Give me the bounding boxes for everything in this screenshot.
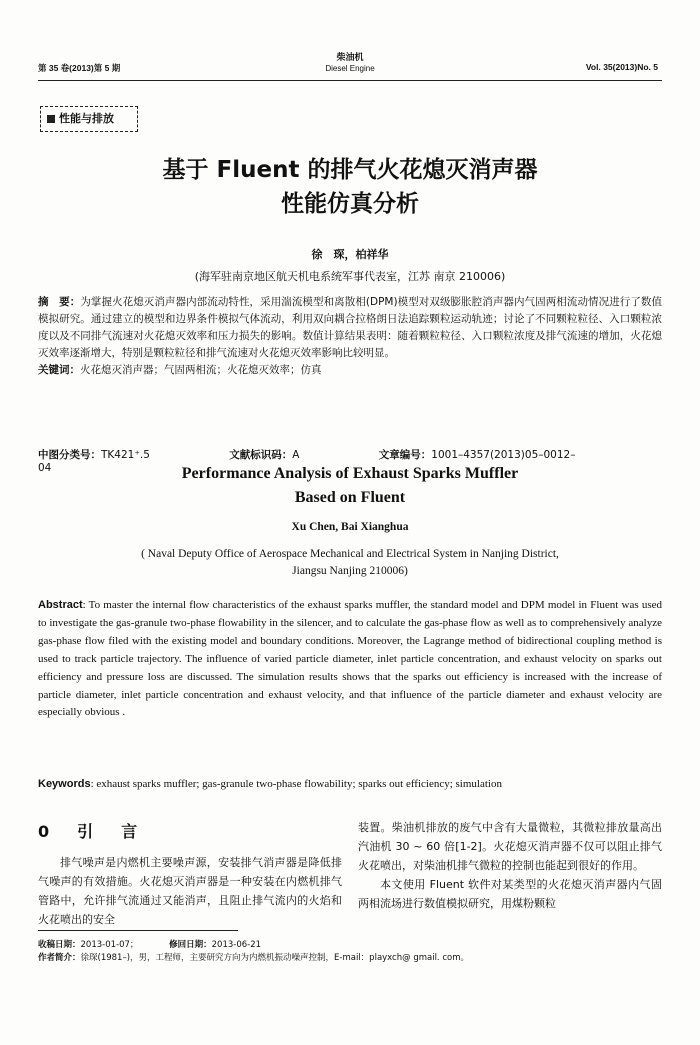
received-date: 2013-01-07； [80, 940, 139, 950]
page-title-en [0, 462, 700, 510]
journal-volume-en: Vol. 35(2013)No. 5 [585, 62, 658, 72]
footnote-dates [38, 938, 662, 950]
affiliation-cn: (海军驻南京地区航天机电系统军事代表室，江苏 南京 210006) [194, 270, 506, 283]
square-icon [47, 115, 55, 123]
abstract-en-label: Abstract [38, 599, 83, 611]
section-heading: 0 引 言 [38, 822, 144, 841]
keywords-cn-label: 关键词： [38, 364, 80, 376]
received-label: 收稿日期： [38, 940, 81, 950]
page-title-cn [0, 153, 700, 221]
footnote-rule [38, 930, 238, 931]
title-en-line-2: Based on Fluent [294, 489, 406, 506]
affiliation-en-line-2: Jiangsu Nanjing 210006) [292, 565, 408, 577]
doc-code-value: A [292, 449, 300, 461]
affiliation-en [0, 546, 700, 580]
author-bio-text: 徐琛(1981–)，男，工程师，主要研究方向为内燃机振动噪声控制，E-mail：playxch@ gmail. com。 [80, 953, 469, 963]
abstract-en-text: : To master the internal flow characteristics of the exhaust sparks muffler, the standard model and DPM model in Fluent was used to investigate the gas-granule two-phase flowability in the silencer, and to calculate the gas-phase flow as well as to comprehensively analyze gas-phase flow filed with the existing model and boundary conditions. Moreover, the Lagrange method of bidirectional coupling method is used to track particle trajectory. The influence of varied particle diameter, inlet particle concentration, and exhaust velocity on sparks out efficiency and pressure loss are discussed. The simulation results shows that the sparks out efficiency is increased with the increase of particle diameter, inlet particle concentration and exhaust velocity, and that influence of the particle diameter and exhaust velocity are especially obvious . [38, 599, 662, 719]
article-no-label: 文章编号： [378, 449, 432, 461]
keywords-en-text: : exhaust sparks muffler; gas-granule two-phase flowability; sparks out efficiency; simulation [90, 778, 502, 790]
abstract-cn-text: 为掌握火花熄灭消声器内部流动特性，采用湍流模型和离散相(DPM)模型对双级膨胀腔消声器内气固两相流动情况进行了数值模拟研究。通过建立的模型和边界条件模拟气体流动，利用双向耦合拉格朗日法追踪颗粒运动轨迹；讨论了不同颗粒粒径、入口颗粒浓度以及不同排气流速对火花熄灭效率和压力损失的影响。数值计算结果表明：随着颗粒粒径、入口颗粒浓度及排气流速的增加，火花熄灭效率逐渐增大，特别是颗粒粒径和排气流速对火花熄灭效率影响比较明显。 [38, 296, 662, 359]
journal-name-en: Diesel Engine [325, 64, 375, 73]
journal-name-cn: 柴油机 [336, 52, 364, 62]
section-tag [40, 106, 138, 132]
abstract-cn-label: 摘 要： [38, 296, 81, 308]
journal-volume: 第 35 卷(2013)第 5 期 [38, 63, 121, 73]
revised-date: 2013-06-21 [211, 940, 262, 950]
clc-value: TK421⁺.5 [101, 449, 150, 461]
keywords-cn-text: 火花熄灭消声器；气固两相流；火花熄灭效率；仿真 [80, 364, 322, 376]
header-rule [38, 80, 662, 81]
keywords-en [38, 778, 662, 790]
title-cn-line-2: 性能仿真分析 [281, 191, 419, 217]
title-cn-line-1: 基于 Fluent 的排气火花熄灭消声器 [162, 157, 538, 183]
author-bio-label: 作者简介： [38, 953, 81, 963]
title-en-line-1: Performance Analysis of Exhaust Sparks Muffler [181, 465, 519, 482]
authors-cn: 徐 琛，柏祥华 [311, 248, 389, 261]
affiliation-en-line-1: ( Naval Deputy Office of Aerospace Mechanical and Electrical System in Nanjing District, [141, 548, 559, 560]
clc-label: 中图分类号： [38, 449, 101, 461]
authors-en: Xu Chen, Bai Xianghua [291, 521, 409, 533]
body-column-right [358, 818, 662, 913]
body-paragraph: 装置。柴油机排放的废气中含有大量微粒，其微粒排放量高出汽油机 30 ~ 60 倍[1-2]。火花熄灭消声器不仅可以阻止排气火花喷出，对柴油机排气微粒的控制也能起到很好的作用。 [358, 821, 662, 872]
footnote-author [38, 951, 662, 963]
keywords-en-label: Keywords [38, 778, 91, 790]
body-paragraph: 排气噪声是内燃机主要噪声源，安装排气消声器是降低排气噪声的有效措施。火花熄灭消声器是一种安装在内燃机排气管路中，允许排气流通过又能消声，且阻止排气流内的火焰和火花喷出的安全 [38, 856, 342, 926]
section-tag-label: 性能与排放 [59, 112, 114, 125]
doc-code-label: 文献标识码： [229, 449, 293, 461]
revised-label: 修回日期： [169, 940, 212, 950]
body-paragraph: 本文使用 Fluent 软件对某类型的火花熄灭消声器内气固两相流场进行数值模拟研究，用煤粉颗粒 [358, 878, 662, 910]
article-no-value: 1001–4357(2013)05–0012–04 [38, 449, 576, 474]
abstract-cn [38, 294, 662, 379]
body-column-left [38, 818, 342, 929]
abstract-en [38, 597, 662, 722]
